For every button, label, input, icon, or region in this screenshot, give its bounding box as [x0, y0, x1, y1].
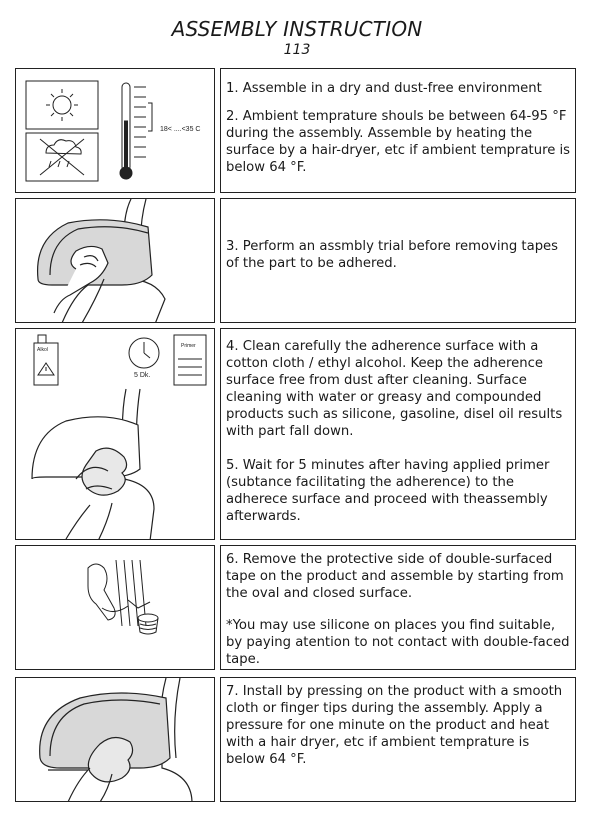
step-text-3 [220, 328, 576, 540]
thermometer-label: 18< ....<35 C [160, 126, 201, 133]
cloth-cleaning-icon [32, 389, 154, 540]
sun-icon [46, 89, 78, 121]
step-row-1 [15, 68, 576, 193]
mirror-trial-icon [38, 199, 165, 323]
pressing-mirror-icon [40, 678, 192, 802]
step-6-text: 6. Remove the protective side of double-surfaced tape on the product and assemble by starting from the oval and closed surface. [226, 552, 564, 601]
rain-crossed-icon [40, 139, 84, 175]
silicone-note-text: *You may use silicone on places you find suitable, by paying atention to not contact with double-faced tape. [226, 618, 570, 667]
tape-removal-icon [88, 560, 158, 634]
alcohol-bottle-icon [34, 335, 58, 385]
environment-illustration [15, 68, 215, 193]
step-row-3 [15, 328, 576, 540]
primer-label: Primer [181, 343, 196, 349]
pressing-illustration [15, 677, 215, 802]
step-1-text: 1. Assemble in a dry and dust-free environment [226, 81, 542, 96]
tape-removal-illustration [15, 545, 215, 670]
step-text-4 [220, 545, 576, 670]
step-row-4 [15, 545, 576, 670]
step-text-5 [220, 677, 576, 802]
step-4-text: 4. Clean carefully the adherence surface with a cotton cloth / ethyl alcohol. Keep the adherence surface free from dust after cleaning. Surface cleaning with water or greasy and compounded products such as silicone, gasoline, disel oil results with part fall down. [226, 339, 563, 439]
step-row-2 [15, 198, 576, 323]
step-3-text: 3. Perform an assmbly trial before removing tapes of the part to be adhered. [226, 239, 559, 271]
document-subtitle: 113 [283, 42, 311, 58]
thermometer-icon [120, 83, 152, 179]
document-title: ASSEMBLY INSTRUCTION [171, 17, 423, 41]
cleaning-illustration [15, 328, 215, 540]
clock-label: 5 Dk. [134, 372, 151, 379]
step-row-5 [15, 677, 576, 802]
trial-assembly-illustration [15, 198, 215, 323]
alcohol-label: Alkol [37, 347, 48, 353]
step-text-2 [220, 198, 576, 323]
step-2-text: 2. Ambient temprature shouls be between 64-95 °F during the assembly. Assemble by heating the surface by a hair-dryer, etc if ambient temprature is below 64 °F. [226, 109, 571, 175]
clock-icon [129, 338, 159, 368]
step-5-text: 5. Wait for 5 minutes after having applied primer (subtance facilitating the adherence) to the adherece surface and proceed with theassembly afterwards. [226, 458, 550, 524]
step-7-text: 7. Install by pressing on the product with a smooth cloth or finger tips during the assembly. Apply a pressure for one minute on the product and heat with a hair dryer, etc if ambient temprature is below 64 °F. [226, 684, 563, 767]
step-text-1 [220, 68, 576, 193]
